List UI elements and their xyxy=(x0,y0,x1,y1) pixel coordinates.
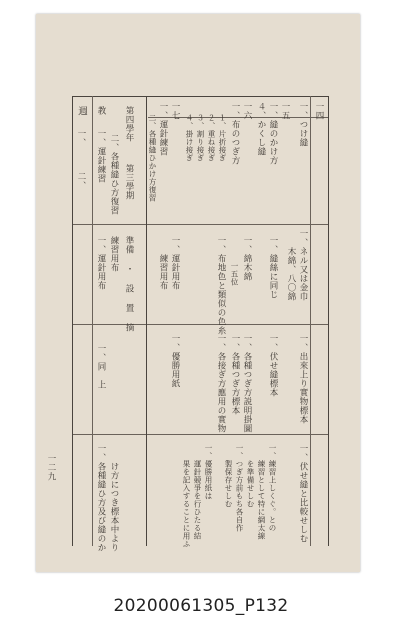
r16-item-3: ２、重ね接ぎ xyxy=(207,114,216,162)
r16-extra-3: を準備せしむ xyxy=(246,444,255,508)
row-num-2: 二、 xyxy=(76,172,86,190)
table-right-edge xyxy=(328,96,329,546)
r17-item-1: 一、運針練習 xyxy=(158,102,168,156)
week-15: 一五 xyxy=(280,102,290,120)
left-col-rule xyxy=(92,96,93,546)
r16-prep-1: 一、綿木綿 xyxy=(242,236,252,281)
left-item-2: 二、各種縫ひ方復習 xyxy=(109,134,119,215)
left-prep-2: 練習用布 xyxy=(109,236,119,272)
r16-note-1: 一、各種つぎ方説明掛圖 xyxy=(242,334,252,433)
r14-item-1: 一、つけ縫 xyxy=(298,102,308,147)
r17-prep-1: 一、運針用布 xyxy=(170,236,180,290)
bottom-note-3: け方につき標本中より xyxy=(109,444,119,552)
r17-prep-2: 練習用布 xyxy=(158,236,168,290)
bottom-note-1: 一、同 上 xyxy=(96,344,106,389)
row-rule-2 xyxy=(72,324,328,325)
row-rule-3 xyxy=(72,434,328,435)
r16-extra-2: 練習として特に網太線 xyxy=(257,444,266,540)
r15-item-2: ４、かくし縫 xyxy=(256,102,266,156)
block-divider xyxy=(146,96,147,546)
r16-prep-3: 一、布地色と類似の色糸 xyxy=(216,236,226,335)
row-num-1: 一、 xyxy=(76,129,86,147)
week-16: 一六 xyxy=(242,102,252,120)
r15-extra-1: 一、伏せ縫と比較せしむ xyxy=(298,444,308,543)
r16-extra-4: 一、つぎ方前もち各自作 xyxy=(235,444,244,532)
table-left-edge xyxy=(72,96,73,546)
bottom-note-2: 一、各種縫ひ方及び縫のか xyxy=(96,444,106,552)
r16-item-2: １、片折接ぎ xyxy=(218,114,227,162)
r17-note-1: 一、優勝用紙 xyxy=(170,334,180,388)
left-item-1: 一、運針練習 xyxy=(96,129,106,183)
week-header: 週 xyxy=(76,106,87,116)
r16-item-1: 一、布のつぎ方 xyxy=(230,102,240,165)
r16-extra-1: 一、練習上しくぐ。との xyxy=(268,444,277,532)
r15-prep-1: 一、ネル又は金巾 xyxy=(298,229,308,301)
r16-item-5: ４、掛け接ぎ xyxy=(185,114,194,162)
left-prep-1: 一、運針用布 xyxy=(96,236,106,290)
r17-item-2: 二、各種縫ひかけ方復習 xyxy=(148,114,157,202)
r16-prep-2: 一五位 xyxy=(230,246,239,286)
r17-extra-1: 一、優勝用紙は xyxy=(204,444,213,500)
term-label: 第四學年 xyxy=(124,106,134,142)
r16-item-4: ３、割り接ぎ xyxy=(196,114,205,162)
left-header-right: 準備 ・ 設 置 摘 xyxy=(124,236,134,332)
r16-note-3: 一、各接ぎ方應用の實物 xyxy=(216,334,226,433)
r16-extra-5: 製保存せしむ xyxy=(224,444,233,508)
r17-extra-2: 運針競爭を行ひたる結 xyxy=(193,444,202,540)
image-caption: 20200061305_P132 xyxy=(113,596,289,616)
r16-note-2: 一、各種つぎ方標本 xyxy=(230,334,240,415)
page-number: 一二九 xyxy=(46,454,56,481)
week-14: 一四 xyxy=(314,102,324,120)
week-17: 一七 xyxy=(170,102,180,120)
table-top-rule xyxy=(72,96,328,97)
r15-item-1: 一、縫のかけ方 xyxy=(268,102,278,165)
row-rule-1 xyxy=(72,224,328,225)
r15-note-1: 一、縫絲に同じ xyxy=(268,236,278,299)
term-value: 第三學期 xyxy=(124,164,134,200)
right-col-rule xyxy=(310,96,311,546)
r17-extra-3: 果を記入することに用ふ xyxy=(182,444,191,548)
book-page xyxy=(36,14,360,572)
r15-note-2: 一、伏せ縫標本 xyxy=(268,334,278,397)
r14-note-1: 一、出來上り實物標本 xyxy=(298,334,308,424)
r15-prep-2: 木綿、八〇綿 xyxy=(286,229,296,301)
col-header-1: 教 xyxy=(96,106,106,115)
